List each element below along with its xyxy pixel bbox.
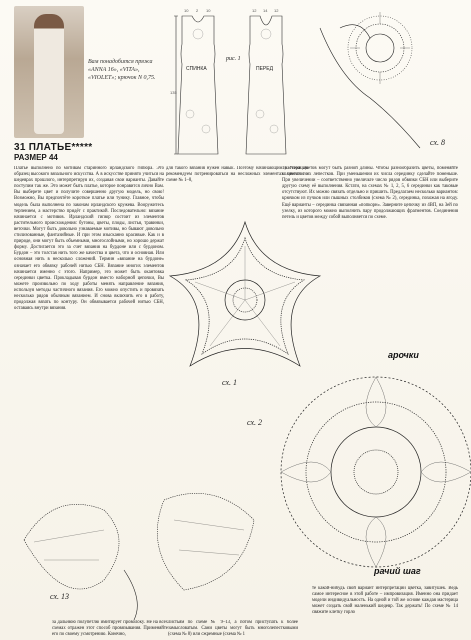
text-column-3: 1). Усики цветов могут быть разной длины. Чтобы разнообразить цветы, поменяйте количество их лепестков. При уменьшении их числа серединку сделайте поменьше. При увеличении – соответственно увеличьте число рядов обвязки СБН или выберите другую схему её выполнения. Кстати, на схемах № 1, 2, 5, 6 серединки как таковые отсутствуют. Их можно связать отдельно и пришить. Предлагаем несколько вариантов: крючком из пучков или пышных столбиков (схема № 2), серединка, похожая на ягоду. Ещё варианты – серединка связанная «попкорн». Заверните цепочку из 4ВП, на 3ей по узелку, из которого можно выполнить пару продолжающих фрагментов. Соединения петель и цветов между собой выполняется по схеме. bbox=[282, 166, 458, 220]
pattern-size: РАЗМЕР 44 bbox=[14, 153, 58, 162]
back-label: СПИНКА bbox=[186, 66, 207, 72]
dim-5: 14 bbox=[263, 8, 268, 13]
dress-schematic bbox=[170, 4, 320, 169]
dim-4: 12 bbox=[252, 8, 257, 13]
back-outline bbox=[178, 16, 218, 154]
scheme-2-diagram bbox=[256, 352, 466, 582]
scheme-2-label: сх. 2 bbox=[247, 418, 262, 427]
pattern-title: 31 ПЛАТЬЕ***** bbox=[14, 142, 93, 153]
dim-6: 12 bbox=[274, 8, 279, 13]
dim-1: 10 bbox=[184, 8, 189, 13]
scheme-13-label: сх. 13 bbox=[50, 592, 69, 601]
scheme-13-diagram bbox=[14, 470, 264, 630]
model-photo bbox=[14, 6, 84, 138]
arches-label: арочки bbox=[388, 350, 419, 360]
model-figure bbox=[34, 14, 64, 134]
dim-3: 10 bbox=[206, 8, 211, 13]
text-column-1: Платье выполнено по мотивам старинного ирландского гипюра. Это образец высокого вязального искусства. А в искусстве принято учиться на шедеврах прошлого, интерпретируя их, создавая свои варианты. Давайте поступим так же. Это может быть платье, которое понравится лично Вам. Вы выберете цвет и получите совершенно другую модель, но свою! Возможно, Вы предпочтёте короткое платье или тунику. Главное, чтобы модель была выполнена по законам ирландского кружева. Вооружитесь терпением, а мастерство придёт с практикой. Последовательно: вязание начинается с мотивов. Ирландский гипюр состоит из элементов растительного происхождения: бутоны, цветы, плоды, листья, травинки, веточки. Могут быть довольно узнаваемые мотивы, но бывают довольно стилизованные, фантазийные. И при этом изысканно красивые. Как и в природе, они могут быть объемными, многослойными, но хорошо держат форму. Достигается это за счет вязания на бурдоне или с бурдоном. Бурдон – это толстая нить того же качества и цвета, что и основная. Или основная нить в несколько сложений. Термин «вязание на бурдоне» означает его обвязку рабочей нитью СБН. Вязание многих элементов начинается именно с этого. Например, это может быть окантовка серединки цветка. Прокладывая бурдон вместо наборной цепочки, Вы можете произвольно по ходу работы менять направление вязания, используя методы частичного вязания. Его можно опустить и провязать несколько рядов обычным вязанием. И снова включить его в работу, продолжая вязать по контуру. Он обвязывается рабочей нитью СБН, оставаясь внутри вязания. bbox=[14, 166, 164, 312]
crab-stitch-label: рачий шаг bbox=[374, 566, 421, 576]
materials-caption: Вам понадобится пряжа «ANNA 16», «VITA», «VIOLET»; крючок N 0,75. bbox=[88, 59, 156, 81]
text-column-2: для такого вязания нужен навык. Поэтому начинающим мастерицам рекомендуем потренироваться на несложных элементах: цветах по схеме № 1–8, bbox=[166, 166, 308, 184]
front-label: ПЕРЕД bbox=[256, 66, 273, 72]
scheme-1-label: сх. 1 bbox=[222, 378, 237, 387]
dim-7: 135 bbox=[170, 90, 177, 95]
bottom-text-1: за дальнюю полупетлю имитирует проволоку. Не на всех схемах отражен этот способ провязывания. Применяйте его по своему усмотрению. Конечно, bbox=[52, 620, 168, 638]
figure-label: рис. 1 bbox=[226, 56, 241, 62]
bottom-text-3: те какой-нибудь свой вариант интерпретации цветка, завитушек. Ведь самое интересное в этой работе – импровизация. Именно она придает модели индивидуальность. На одной и той же основе каждая мастерица может создать свой маленький шедевр. Так держать! По схеме № 14 свяжите клетку горло bbox=[312, 586, 458, 616]
scheme-8-diagram bbox=[300, 8, 465, 158]
dim-2: 2 bbox=[196, 8, 199, 13]
front-outline bbox=[246, 16, 286, 154]
bottom-text-2: листьям по схеме № 9–13, а потом приступать к более замысловатым. Сами цветы могут быть многолепестковыми (схема № 8) или сжремные (схема № 1 bbox=[168, 620, 298, 638]
scheme-8-label: сх. 8 bbox=[430, 138, 445, 147]
